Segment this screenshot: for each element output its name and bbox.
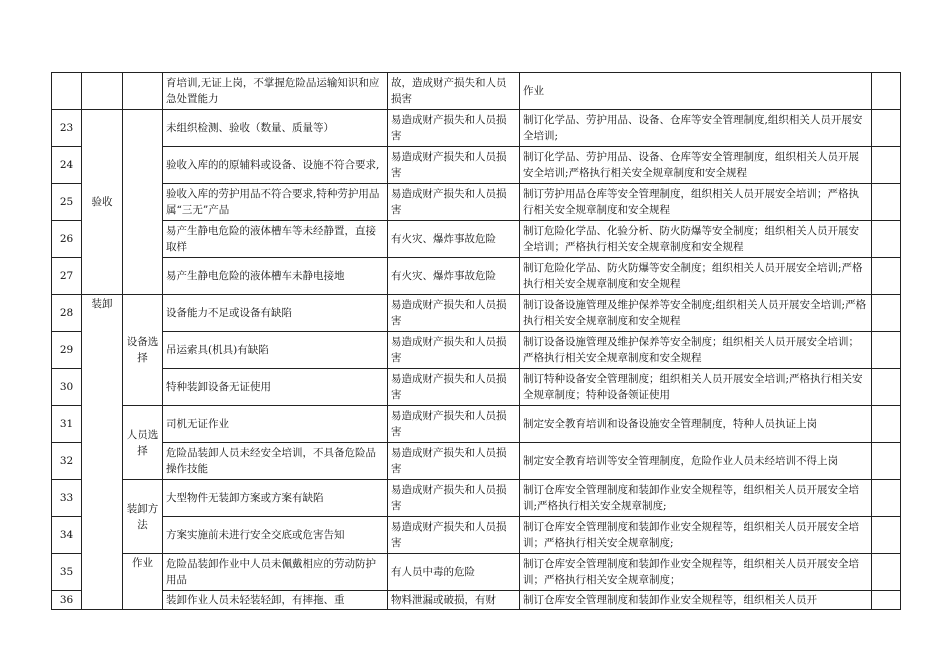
- subcategory-loading-method: 装卸方法: [123, 480, 163, 554]
- hazard-item: 司机无证作业: [163, 406, 388, 443]
- consequence: 有火灾、爆炸事故危险: [388, 258, 520, 295]
- remark-cell: [872, 406, 901, 443]
- table-row: [52, 591, 901, 610]
- consequence: 有火灾、爆炸事故危险: [388, 221, 520, 258]
- row-number: [52, 73, 82, 110]
- remark-cell: [872, 591, 901, 610]
- remark-cell: [872, 554, 901, 591]
- subcategory-operation: 作业: [123, 554, 163, 610]
- row-number: 23: [52, 110, 82, 147]
- consequence: 易造成财产损失和人员损害: [388, 184, 520, 221]
- remark-cell: [872, 295, 901, 332]
- category-cell: [82, 73, 123, 110]
- consequence: 易造成财产损失和人员损害: [388, 295, 520, 332]
- row-number: 30: [52, 369, 82, 406]
- table-row: [52, 369, 901, 406]
- hazard-item: 育培训,无证上岗，不掌握危险品运输知识和应急处置能力: [163, 73, 388, 110]
- remark-cell: [872, 110, 901, 147]
- control-measure: 制订仓库安全管理制度和装卸作业安全规程等，组织相关人员开展安全培训；严格执行相关安全规章制度；: [520, 554, 872, 591]
- subcategory-cell: [123, 73, 163, 110]
- row-number: 29: [52, 332, 82, 369]
- control-measure: 制定安全教育培训和设备设施安全管理制度，特种人员执证上岗: [520, 406, 872, 443]
- row-number: 31: [52, 406, 82, 443]
- subcategory-equipment-selection: 设备选择: [123, 295, 163, 406]
- table-row: [52, 184, 901, 221]
- remark-cell: [872, 369, 901, 406]
- row-number: 35: [52, 554, 82, 591]
- hazard-item: 易产生静电危险的液体槽车未静电接地: [163, 258, 388, 295]
- consequence: 易造成财产损失和人员损害: [388, 406, 520, 443]
- remark-cell: [872, 147, 901, 184]
- table-row: [52, 221, 901, 258]
- table-row: [52, 332, 901, 369]
- control-measure: 制订特种设备安全管理制度；组织相关人员开展安全培训;严格执行相关安全规章制度；特种设备领证使用: [520, 369, 872, 406]
- remark-cell: [872, 480, 901, 517]
- remark-cell: [872, 221, 901, 258]
- remark-cell: [872, 73, 901, 110]
- remark-cell: [872, 517, 901, 554]
- remark-cell: [872, 184, 901, 221]
- hazard-item: 设备能力不足或设备有缺陷: [163, 295, 388, 332]
- consequence: 易造成财产损失和人员损害: [388, 369, 520, 406]
- remark-cell: [872, 258, 901, 295]
- control-measure: 制订化学品、劳护用品、设备、仓库等安全管理制度，组织相关人员开展安全培训;严格执行相关安全规章制度和安全规程: [520, 147, 872, 184]
- table-row: [52, 295, 901, 332]
- row-number: 27: [52, 258, 82, 295]
- row-number: 34: [52, 517, 82, 554]
- table-row: [52, 147, 901, 184]
- hazard-item: 装卸作业人员未轻装轻卸，有摔拖、重: [163, 591, 388, 610]
- consequence: 易造成财产损失和人员损害: [388, 517, 520, 554]
- category-loading: 装卸: [82, 295, 123, 610]
- hazard-item: 方案实施前未进行安全交底或危害告知: [163, 517, 388, 554]
- control-measure: 制定安全教育培训等安全管理制度，危险作业人员未经培训不得上岗: [520, 443, 872, 480]
- table-row: [52, 554, 901, 591]
- consequence: 易造成财产损失和人员损害: [388, 480, 520, 517]
- table-row: [52, 73, 901, 110]
- table-row: [52, 517, 901, 554]
- remark-cell: [872, 332, 901, 369]
- remark-cell: [872, 443, 901, 480]
- subcategory-personnel-selection: 人员选择: [123, 406, 163, 480]
- control-measure: 制订危险化学品、化验分析、防火防爆等安全制度；组织相关人员开展安全培训；严格执行相关安全规章制度和安全规程: [520, 221, 872, 258]
- control-measure: 制订劳护用品仓库等安全管理制度，组织相关人员开展安全培训；严格执行相关安全规章制度和安全规程: [520, 184, 872, 221]
- hazard-item: 易产生静电危险的液体槽车等未经静置，直接取样: [163, 221, 388, 258]
- row-number: 32: [52, 443, 82, 480]
- hazard-item: 吊运索具(机具)有缺陷: [163, 332, 388, 369]
- table-row: [52, 480, 901, 517]
- control-measure: 制订危险化学品、防火防爆等安全制度；组织相关人员开展安全培训;严格执行相关安全规章制度和安全规程: [520, 258, 872, 295]
- row-number: 25: [52, 184, 82, 221]
- hazard-item: 验收入库的的原辅料或设备、设施不符合要求,: [163, 147, 388, 184]
- consequence: 易造成财产损失和人员损害: [388, 332, 520, 369]
- consequence: 故，造成财产损失和人员损害: [388, 73, 520, 110]
- row-number: 36: [52, 591, 82, 610]
- hazard-item: 危险品装卸人员未经安全培训，不具备危险品操作技能: [163, 443, 388, 480]
- row-number: 26: [52, 221, 82, 258]
- subcategory-cell: [123, 110, 163, 295]
- hazard-item: 大型物件无装卸方案或方案有缺陷: [163, 480, 388, 517]
- row-number: 28: [52, 295, 82, 332]
- hazard-item: 危险品装卸作业中人员未佩戴相应的劳动防护用品: [163, 554, 388, 591]
- consequence: 易造成财产损失和人员损害: [388, 110, 520, 147]
- table-row: [52, 110, 901, 147]
- table-row: [52, 443, 901, 480]
- control-measure: 制订仓库安全管理制度和装卸作业安全规程等，组织相关人员开展安全培训；严格执行相关安全规章制度;: [520, 517, 872, 554]
- control-measure: 制订设备设施管理及维护保养等安全制度；组织相关人员开展安全培训；严格执行相关安全规章制度和安全规程: [520, 332, 872, 369]
- hazard-table: [51, 72, 901, 610]
- hazard-item: 未组织检测、验收（数量、质量等）: [163, 110, 388, 147]
- consequence: 有人员中毒的危险: [388, 554, 520, 591]
- row-number: 33: [52, 480, 82, 517]
- control-measure: 制订设备设施管理及维护保养等安全制度;组织相关人员开展安全培训;严格执行相关安全规章制度和安全规程: [520, 295, 872, 332]
- control-measure: 制订化学品、劳护用品、设备、仓库等安全管理制度,组织相关人员开展安全培训;: [520, 110, 872, 147]
- table-row: [52, 258, 901, 295]
- row-number: 24: [52, 147, 82, 184]
- hazard-item: 验收入库的劳护用品不符合要求,特种劳护用品属“三无”产品: [163, 184, 388, 221]
- category-acceptance: 验收: [82, 110, 123, 295]
- consequence: 易造成财产损失和人员损害: [388, 147, 520, 184]
- control-measure: 作业: [520, 73, 872, 110]
- consequence: 物料泄漏或破损，有财: [388, 591, 520, 610]
- consequence: 易造成财产损失和人员损害: [388, 443, 520, 480]
- table-row: [52, 406, 901, 443]
- control-measure: 制订仓库安全管理制度和装卸作业安全规程等，组织相关人员开展安全培训;严格执行相关安全规章制度;: [520, 480, 872, 517]
- hazard-item: 特种装卸设备无证使用: [163, 369, 388, 406]
- control-measure: 制订仓库安全管理制度和装卸作业安全规程等，组织相关人员开: [520, 591, 872, 610]
